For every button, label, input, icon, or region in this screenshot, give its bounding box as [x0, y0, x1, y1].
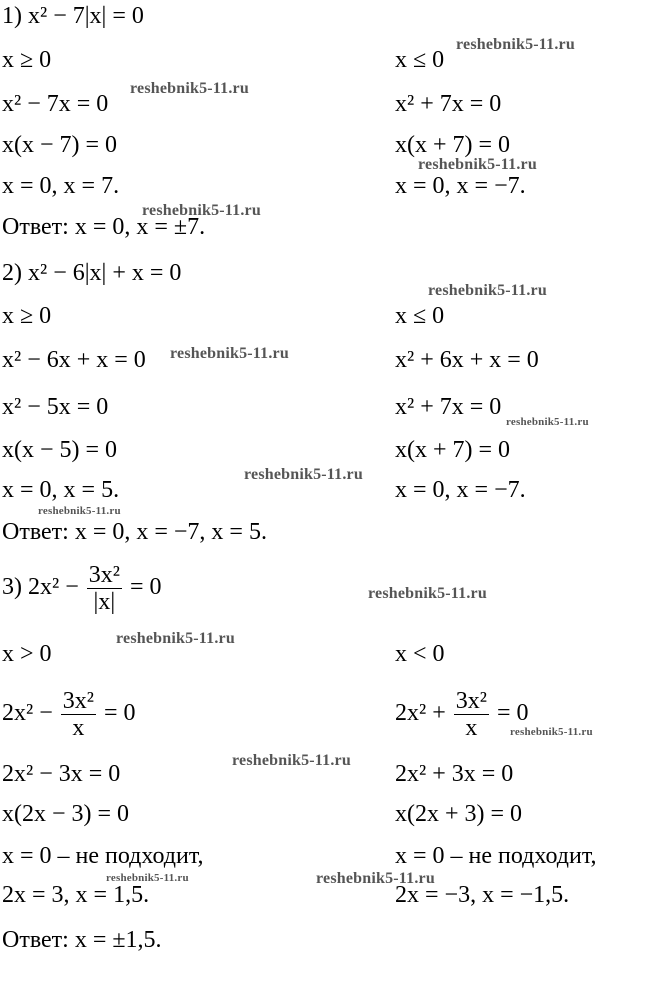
p2-right-equation: x² + 6x + x = 0: [395, 347, 539, 373]
p3-header-fraction: [87, 562, 122, 615]
p3-right-roots: 2x = −3, x = −1,5.: [395, 882, 570, 908]
p2-right-factored: x(x + 7) = 0: [395, 437, 511, 463]
watermark: reshebnik5-11.ru: [418, 156, 537, 173]
watermark: reshebnik5-11.ru: [232, 752, 351, 769]
p3-left-eq-prefix: 2x² −: [2, 700, 59, 727]
watermark: reshebnik5-11.ru: [38, 505, 121, 517]
problem-1-header: 1) x² − 7|x| = 0: [2, 3, 144, 29]
p3-left-condition: x > 0: [2, 641, 52, 667]
p1-left-factored: x(x − 7) = 0: [2, 132, 118, 158]
p3-left-zero-rejected: x = 0 – не подходит,: [2, 843, 204, 869]
p3-right-eq-numerator: 3x²: [455, 688, 487, 714]
p2-left-equation: x² − 6x + x = 0: [2, 347, 146, 373]
problem-3-header: [2, 562, 161, 615]
p2-answer: Ответ: x = 0, x = −7, x = 5.: [2, 519, 267, 545]
p3-header-prefix: 3) 2x² −: [2, 574, 85, 601]
p2-left-condition: x ≥ 0: [2, 303, 52, 329]
watermark: reshebnik5-11.ru: [170, 345, 289, 362]
watermark: reshebnik5-11.ru: [510, 726, 593, 738]
p3-left-eq-fraction: [61, 688, 96, 741]
p3-left-eq-denominator: x: [72, 715, 85, 741]
p3-left-roots: 2x = 3, x = 1,5.: [2, 882, 150, 908]
p2-left-roots: x = 0, x = 5.: [2, 477, 120, 503]
problem-2-header: 2) x² − 6|x| + x = 0: [2, 260, 182, 286]
p3-right-eq-denominator: x: [465, 715, 478, 741]
p1-right-equation: x² + 7x = 0: [395, 91, 502, 117]
watermark: reshebnik5-11.ru: [142, 202, 261, 219]
p3-right-equation: [395, 688, 528, 741]
p1-answer: Ответ: x = 0, x = ±7.: [2, 214, 206, 240]
p3-right-factored: x(2x + 3) = 0: [395, 801, 523, 827]
p3-left-equation: [2, 688, 135, 741]
p3-right-simplified: 2x² + 3x = 0: [395, 761, 514, 787]
watermark: reshebnik5-11.ru: [244, 466, 363, 483]
watermark: reshebnik5-11.ru: [428, 282, 547, 299]
p2-left-factored: x(x − 5) = 0: [2, 437, 118, 463]
watermark: reshebnik5-11.ru: [316, 870, 435, 887]
p1-right-factored: x(x + 7) = 0: [395, 132, 511, 158]
p3-left-simplified: 2x² − 3x = 0: [2, 761, 121, 787]
p3-left-eq-suffix: = 0: [97, 700, 136, 727]
p1-left-roots: x = 0, x = 7.: [2, 173, 120, 199]
p3-answer: Ответ: x = ±1,5.: [2, 927, 162, 953]
p2-right-condition: x ≤ 0: [395, 303, 445, 329]
p1-left-condition: x ≥ 0: [2, 47, 52, 73]
p1-left-equation: x² − 7x = 0: [2, 91, 109, 117]
watermark: reshebnik5-11.ru: [506, 416, 589, 428]
p3-right-eq-suffix: = 0: [490, 700, 529, 727]
p3-left-factored: x(2x − 3) = 0: [2, 801, 130, 827]
p3-header-denominator: |x|: [93, 589, 116, 615]
p3-header-suffix: = 0: [123, 574, 162, 601]
p3-right-eq-prefix: 2x² +: [395, 700, 452, 727]
p3-header-numerator: 3x²: [88, 562, 120, 588]
p2-right-simplified: x² + 7x = 0: [395, 394, 502, 420]
p3-right-zero-rejected: x = 0 – не подходит,: [395, 843, 597, 869]
p1-right-condition: x ≤ 0: [395, 47, 445, 73]
p3-right-condition: x < 0: [395, 641, 445, 667]
watermark: reshebnik5-11.ru: [116, 630, 235, 647]
p2-right-roots: x = 0, x = −7.: [395, 477, 526, 503]
watermark: reshebnik5-11.ru: [130, 80, 249, 97]
watermark: reshebnik5-11.ru: [456, 36, 575, 53]
p1-right-roots: x = 0, x = −7.: [395, 173, 526, 199]
watermark: reshebnik5-11.ru: [106, 872, 189, 884]
watermark: reshebnik5-11.ru: [368, 585, 487, 602]
p3-left-eq-numerator: 3x²: [62, 688, 94, 714]
p3-right-eq-fraction: [454, 688, 489, 741]
p2-left-simplified: x² − 5x = 0: [2, 394, 109, 420]
